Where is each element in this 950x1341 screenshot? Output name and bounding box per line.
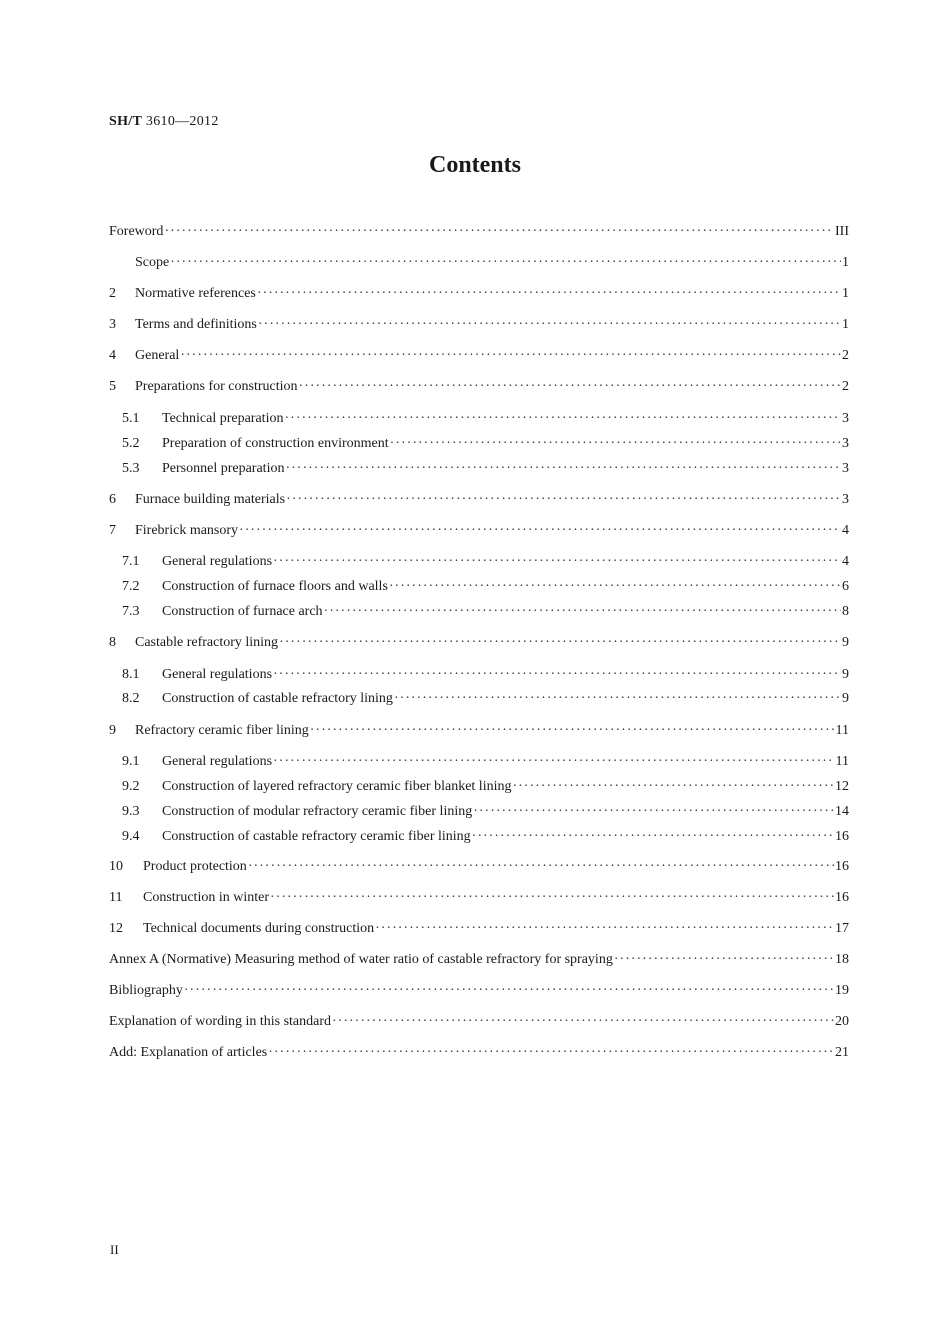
toc-entry[interactable] [109, 723, 849, 739]
dot-leader [248, 859, 834, 875]
toc-entry-page: 4 [842, 554, 849, 569]
toc-entry[interactable] [109, 667, 849, 683]
toc-entry-label: Add: Explanation of articles [109, 1045, 268, 1060]
toc-entry-page: 1 [842, 255, 849, 270]
toc-entry-page: 2 [842, 379, 849, 394]
toc-entry-label: Explanation of wording in this standard [109, 1014, 332, 1029]
toc-entry-label: General regulations [162, 667, 273, 682]
toc-entry-label: Construction of modular refractory ceramic fiber lining [162, 804, 473, 819]
toc-entry-page: 12 [835, 779, 849, 794]
dot-leader [512, 779, 834, 795]
toc-entry[interactable] [109, 492, 849, 508]
dot-leader [390, 436, 841, 452]
toc-entry-label: Construction of castable refractory lining [162, 691, 393, 706]
dot-leader [170, 255, 841, 271]
toc-entry-page: 3 [842, 461, 849, 476]
toc-entry-number: 9.1 [122, 754, 140, 769]
toc-entry-page: 9 [842, 691, 849, 706]
toc-entry[interactable] [109, 804, 849, 820]
document-code [109, 114, 219, 130]
toc-entry[interactable] [109, 829, 849, 845]
dot-leader [273, 754, 835, 770]
page-title: Contents [428, 152, 521, 178]
dot-leader [184, 983, 834, 999]
toc-entry-page: 21 [835, 1045, 849, 1060]
dot-leader [258, 317, 841, 333]
toc-entry[interactable] [109, 921, 849, 937]
toc-entry[interactable] [109, 983, 849, 999]
toc-entry-page: 16 [835, 829, 849, 844]
toc-entry-page: 9 [842, 635, 849, 650]
toc-entry[interactable] [109, 461, 849, 477]
toc-entry[interactable] [109, 952, 849, 968]
toc-entry-page: 3 [842, 436, 849, 451]
toc-entry-label: Scope [135, 255, 170, 270]
toc-entry-page: 19 [835, 983, 849, 998]
toc-entry-page: 14 [835, 804, 849, 819]
dot-leader [270, 890, 834, 906]
toc-entry-label: Normative references [135, 286, 256, 301]
dot-leader [273, 667, 841, 683]
toc-entry-label: Personnel preparation [162, 461, 285, 476]
toc-entry-label: Technical preparation [162, 411, 284, 426]
toc-entry-label: Refractory ceramic fiber lining [135, 723, 309, 738]
dot-leader [614, 952, 834, 968]
dot-leader [239, 523, 841, 539]
toc-entry-label: General regulations [162, 754, 273, 769]
toc-entry-page: 16 [835, 890, 849, 905]
dot-leader [375, 921, 834, 937]
toc-entry-label: Construction in winter [143, 890, 269, 905]
toc-entry[interactable] [109, 411, 849, 427]
toc-entry[interactable] [109, 691, 849, 707]
toc-entry-page: 11 [835, 723, 849, 738]
toc-entry-number: 5.3 [122, 461, 140, 476]
dot-leader [389, 579, 841, 595]
toc-entry-page: 11 [835, 754, 849, 769]
page-number: II [110, 1242, 119, 1257]
toc-entry[interactable] [109, 436, 849, 452]
toc-entry-number: 5 [109, 379, 116, 394]
toc-entry-page: 18 [835, 952, 849, 967]
toc-entry-label: Product protection [143, 859, 247, 874]
toc-entry-label: Construction of furnace arch [162, 604, 323, 619]
toc-entry-label: General [135, 348, 180, 363]
toc-entry[interactable] [109, 779, 849, 795]
toc-entry-number: 12 [109, 921, 123, 936]
dot-leader [286, 492, 841, 508]
toc-entry[interactable] [109, 317, 849, 333]
toc-entry[interactable] [109, 523, 849, 539]
dot-leader [268, 1045, 834, 1061]
toc-entry-label: Firebrick mansory [135, 523, 239, 538]
toc-entry[interactable] [109, 348, 849, 364]
toc-entry-label: Foreword [109, 224, 164, 239]
dot-leader [285, 461, 841, 477]
toc-entry-number: 7.2 [122, 579, 140, 594]
toc-entry-label: Terms and definitions [135, 317, 257, 332]
toc-entry-number: 9.4 [122, 829, 140, 844]
toc-entry-page: 17 [835, 921, 849, 936]
toc-entry-label: Preparation of construction environment [162, 436, 389, 451]
toc-entry-label: Bibliography [109, 983, 183, 998]
toc-entry-label: Technical documents during construction [143, 921, 375, 936]
toc-entry-number: 3 [109, 317, 116, 332]
toc-entry-number: 11 [109, 890, 123, 905]
dot-leader [273, 554, 841, 570]
toc-entry-page: 1 [842, 317, 849, 332]
toc-entry-number: 9 [109, 723, 116, 738]
toc-entry[interactable] [109, 224, 849, 240]
toc-entry-page: 3 [842, 492, 849, 507]
toc-entry-number: 2 [109, 286, 116, 301]
toc-entry-page: 6 [842, 579, 849, 594]
toc-entry-page: 4 [842, 523, 849, 538]
dot-leader [164, 224, 834, 240]
toc-entry[interactable] [109, 635, 849, 651]
toc-entry-page: 3 [842, 411, 849, 426]
toc-entry-label: Construction of layered refractory ceramic fiber blanket lining [162, 779, 512, 794]
toc-entry-page: 8 [842, 604, 849, 619]
dot-leader [257, 286, 841, 302]
toc-entry[interactable] [109, 255, 849, 271]
toc-entry-label: General regulations [162, 554, 273, 569]
toc-entry-number: 5.1 [122, 411, 140, 426]
toc-entry-number: 9.2 [122, 779, 140, 794]
toc-entry[interactable] [109, 379, 849, 395]
toc-entry-page: III [835, 224, 849, 239]
toc-entry-page: 1 [842, 286, 849, 301]
dot-leader [394, 691, 841, 707]
dot-leader [299, 379, 841, 395]
standard-number: 3610—2012 [145, 114, 219, 129]
toc-entry[interactable] [109, 604, 849, 620]
dot-leader [472, 829, 834, 845]
toc-entry[interactable] [109, 754, 849, 770]
toc-entry-number: 10 [109, 859, 123, 874]
dot-leader [473, 804, 834, 820]
toc-entry-number: 8.1 [122, 667, 140, 682]
toc-entry-number: 7 [109, 523, 116, 538]
toc-entry[interactable] [109, 554, 849, 570]
dot-leader [180, 348, 841, 364]
toc-entry-label: Construction of furnace floors and walls [162, 579, 388, 594]
toc-entry-number: 9.3 [122, 804, 140, 819]
toc-entry-number: 7.3 [122, 604, 140, 619]
toc-entry-page: 2 [842, 348, 849, 363]
dot-leader [284, 411, 841, 427]
toc-entry-page: 20 [835, 1014, 849, 1029]
toc-entry[interactable] [109, 1045, 849, 1061]
toc-entry-label: Preparations for construction [135, 379, 298, 394]
toc-entry[interactable] [109, 579, 849, 595]
toc-entry-number: 6 [109, 492, 116, 507]
toc-entry-number: 8 [109, 635, 116, 650]
dot-leader [279, 635, 841, 651]
toc-entry[interactable] [109, 890, 849, 906]
toc-entry-number: 4 [109, 348, 116, 363]
standard-prefix: SH/T [109, 114, 143, 129]
toc-entry-label: Castable refractory lining [135, 635, 279, 650]
toc-entry-label: Annex A (Normative) Measuring method of water ratio of castable refractory for spraying [109, 952, 613, 967]
toc-entry-page: 16 [835, 859, 849, 874]
toc-entry-page: 9 [842, 667, 849, 682]
toc-entry-number: 5.2 [122, 436, 140, 451]
dot-leader [324, 604, 841, 620]
toc-entry-number: 7.1 [122, 554, 140, 569]
toc-entry-number: 8.2 [122, 691, 140, 706]
dot-leader [310, 723, 835, 739]
toc-entry-label: Construction of castable refractory ceramic fiber lining [162, 829, 471, 844]
toc-entry-label: Furnace building materials [135, 492, 286, 507]
toc-entry[interactable] [109, 859, 849, 875]
toc-entry[interactable] [109, 1014, 849, 1030]
dot-leader [332, 1014, 834, 1030]
toc-entry[interactable] [109, 286, 849, 302]
